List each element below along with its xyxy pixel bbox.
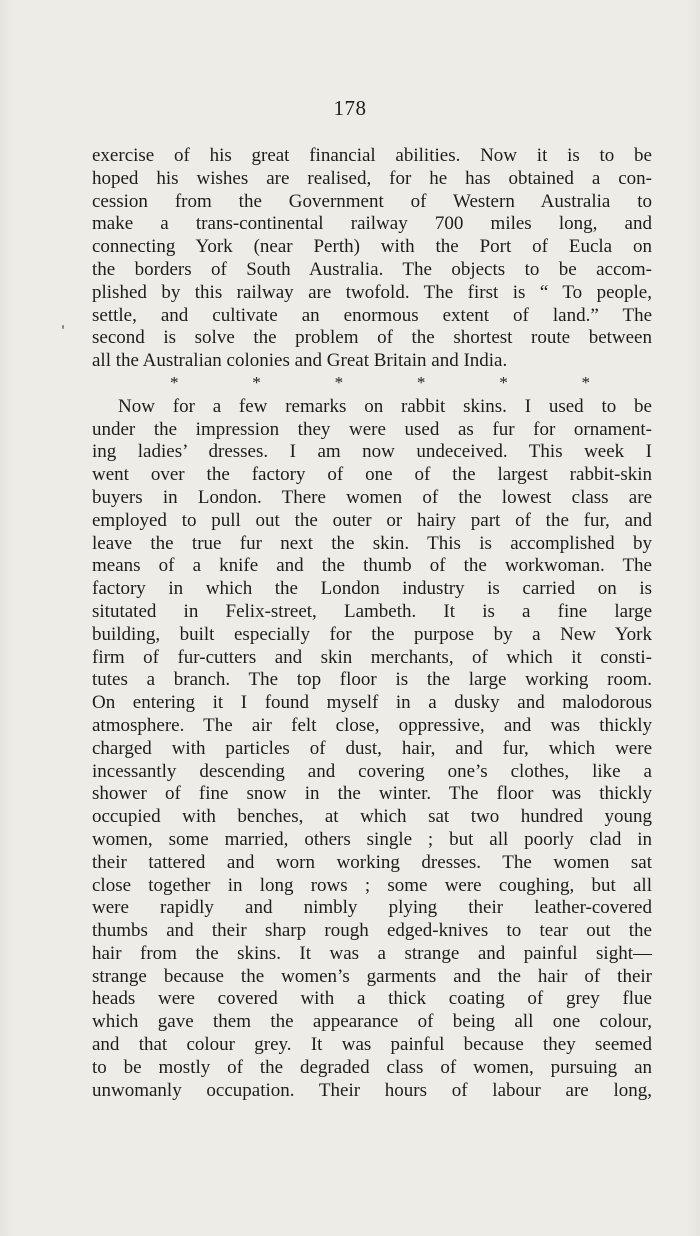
text-line: shower of fine snow in the winter. The floor was thickly (92, 783, 652, 805)
text-line: thumbs and their sharp rough edged-knives to tear out the (92, 920, 652, 942)
text-line: hoped his wishes are realised, for he has obtained a con- (92, 167, 652, 189)
page-text (92, 145, 652, 1102)
text-line: the borders of South Australia. The objects to be accom- (92, 258, 652, 280)
text-line: plished by this railway are twofold. The first is “ To people, (92, 281, 652, 303)
text-line: leave the true fur next the skin. This is accomplished by (92, 532, 652, 554)
text-line: all the Australian colonies and Great Britain and India. (92, 350, 508, 372)
asterisk: * (170, 373, 179, 392)
text-line: heads were covered with a thick coating of grey flue (92, 988, 652, 1010)
asterisk: * (334, 373, 344, 392)
text-line: exercise of his great financial abilities. Now it is to be (92, 145, 652, 166)
text-line: under the impression they were used as fur for ornament- (92, 418, 652, 440)
text-line: factory in which the London industry is carried on is (92, 578, 652, 600)
asterisk: * (416, 373, 426, 392)
text-line: strange because the women’s garments and the hair of their (92, 965, 652, 987)
text-line: incessantly descending and covering one’s clothes, like a (92, 760, 652, 782)
text-line: charged with particles of dust, hair, and fur, which were (92, 737, 652, 759)
text-line: were rapidly and nimbly plying their leather-covered (92, 897, 652, 919)
text-line: means of a knife and the thumb of the workwoman. The (92, 555, 652, 577)
text-line: occupied with benches, at which sat two hundred young (92, 806, 652, 828)
text-line: Now for a few remarks on rabbit skins. I used to be (118, 395, 652, 417)
text-line: cession from the Government of Western Australia to (92, 190, 652, 212)
text-line: connecting York (near Perth) with the Port of Eucla on (92, 236, 652, 258)
text-line: atmosphere. The air felt close, oppressive, and was thickly (92, 714, 652, 736)
asterisk: * (499, 373, 508, 392)
text-line: ing ladies’ dresses. I am now undeceived. This week I (92, 441, 652, 463)
text-line: second is solve the problem of the shortest route between (92, 327, 652, 349)
text-line: firm of fur-cutters and skin merchants, of which it consti- (92, 646, 652, 668)
text-line: went over the factory of one of the largest rabbit-skin (92, 464, 652, 486)
text-line: hair from the skins. It was a strange and painful sight— (92, 942, 652, 964)
text-line: their tattered and worn working dresses. The women sat (92, 851, 652, 873)
text-line: close together in long rows ; some were coughing, but all (92, 874, 652, 896)
text-line: buyers in London. There women of the lowest class are (92, 486, 652, 508)
text-line: unwomanly occupation. Their hours of labour are long, (92, 1079, 652, 1101)
text-line: and that colour grey. It was painful because they seemed (92, 1034, 652, 1056)
asterisk: * (581, 373, 590, 392)
margin-speck (62, 325, 64, 329)
text-line: make a trans-continental railway 700 miles long, and (92, 213, 652, 235)
text-line: women, some married, others single ; but all poorly clad in (92, 828, 652, 850)
text-line: tutes a branch. The top floor is the large working room. (92, 669, 652, 691)
asterisk: * (252, 373, 261, 392)
text-line: On entering it I found myself in a dusky and malodorous (92, 692, 652, 714)
text-line: situtated in Felix-street, Lambeth. It is a fine large (92, 600, 652, 622)
text-line: building, built especially for the purpose by a New York (92, 623, 652, 645)
text-line: which gave them the appearance of being all one colour, (92, 1011, 652, 1033)
text-line: employed to pull out the outer or hairy part of the fur, and (92, 509, 652, 531)
page-number: 178 (333, 96, 367, 120)
text-line: to be mostly of the degraded class of women, pursuing an (92, 1056, 652, 1078)
section-separator (170, 375, 590, 391)
text-line: settle, and cultivate an enormous extent of land.” The (92, 304, 652, 326)
